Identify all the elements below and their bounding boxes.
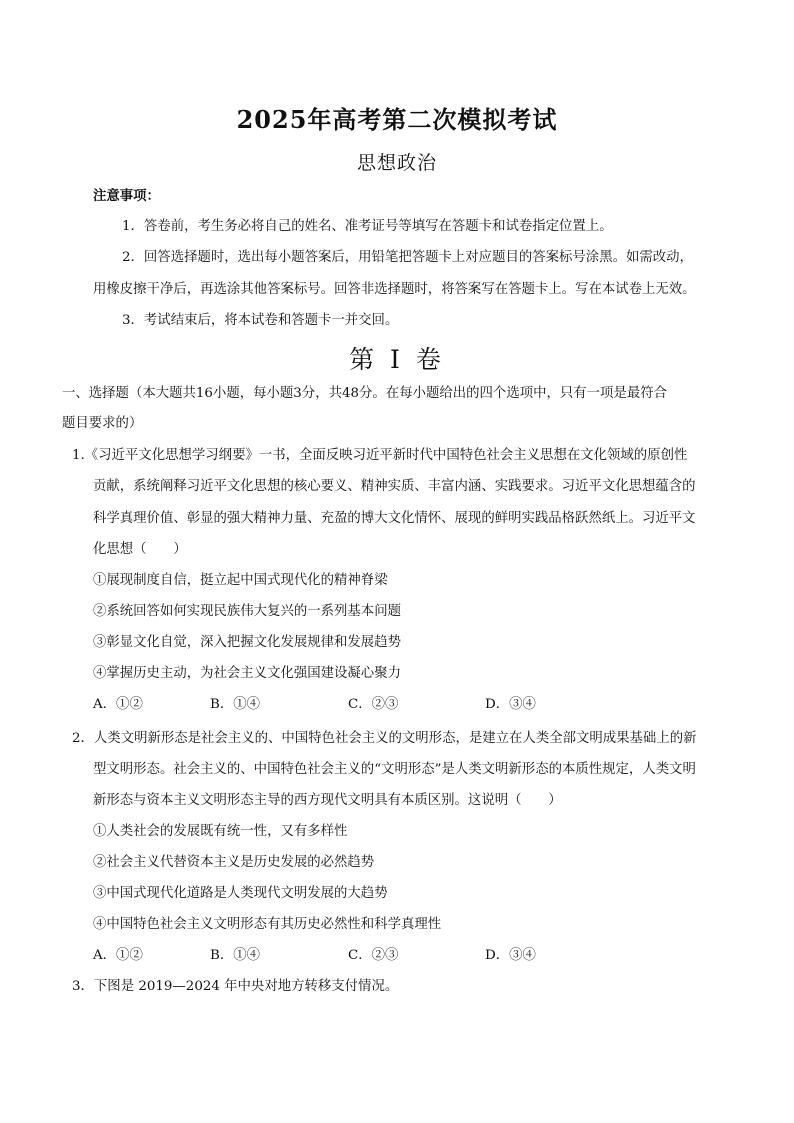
question-1-item: ①展现制度自信，挺立起中国式现代化的精神脊梁 xyxy=(93,573,388,588)
question-1-item: ②系统回答如何实现民族伟大复兴的一系列基本问题 xyxy=(93,604,401,619)
option-c[interactable]: C．②③ xyxy=(348,948,399,963)
option-d[interactable]: D．③④ xyxy=(485,697,536,712)
question-1-item: ③彰显文化自觉，深入把握文化发展规律和发展趋势 xyxy=(93,635,401,650)
question-1-item: ④掌握历史主动，为社会主义文化强国建设凝心聚力 xyxy=(93,666,401,681)
question-2-stem: 新形态与资本主义文明形态主导的西方现代文明具有本质区别。这说明（ ） xyxy=(93,793,562,808)
notice-line: 3．考试结束后，将本试卷和答题卡一并交回。 xyxy=(122,313,399,328)
option-a[interactable]: A．①② xyxy=(93,697,143,712)
section-intro-line: 题目要求的） xyxy=(62,416,143,431)
exam-title: 2025年高考第二次模拟考试 xyxy=(236,105,558,134)
subject-title: 思想政治 xyxy=(356,152,437,174)
notice-line: 1．答卷前，考生务必将自己的姓名、准考证号等填写在答题卡和试卷指定位置上。 xyxy=(122,219,613,234)
question-2-item: ④中国特色社会主义文明形态有其历史必然性和科学真理性 xyxy=(93,917,442,932)
question-2-item: ①人类社会的发展既有统一性，又有多样性 xyxy=(93,824,348,839)
option-b[interactable]: B．①④ xyxy=(210,697,261,712)
option-c[interactable]: C．②③ xyxy=(348,697,399,712)
notice-line: 2．回答选择题时，选出每小题答案后，用铅笔把答题卡上对应题目的答案标号涂黑。如需改动， xyxy=(122,250,693,265)
question-2-item: ②社会主义代替资本主义是历史发展的必然趋势 xyxy=(93,855,375,870)
option-d[interactable]: D．③④ xyxy=(485,948,536,963)
question-2-stem: 2．人类文明新形态是社会主义的、中国特色社会主义的文明形态，是建立在人类全部文明成果基础上的新 xyxy=(72,731,697,746)
question-1-stem: 贡献，系统阐释习近平文化思想的核心要义、精神实质、丰富内涵、实践要求。习近平文化思想蕴含的 xyxy=(93,479,696,494)
question-3-stem: 3．下图是 2019—2024 年中央对地方转移支付情况。 xyxy=(72,979,399,994)
question-1-stem: 化思想（ ） xyxy=(93,542,187,557)
option-b[interactable]: B．①④ xyxy=(210,948,261,963)
question-2-item: ③中国式现代化道路是人类现代文明发展的大趋势 xyxy=(93,886,388,901)
notice-line: 用橡皮擦干净后，再选涂其他答案标号。回答非选择题时，将答案写在答题卡上。写在本试卷上无效。 xyxy=(93,282,696,297)
question-2-stem: 型文明形态。社会主义的、中国特色社会主义的“文明形态”是人类文明新形态的本质性规定，人类文明 xyxy=(93,762,696,777)
notice-heading: 注意事项： xyxy=(93,188,160,204)
question-1-stem: 科学真理价值、彰显的强大精神力量、充盈的博大文化情怀、展现的鲜明实践品格跃然纸上。习近平文 xyxy=(93,511,696,526)
section-intro-line: 一、选择题（本大题共16小题，每小题3分，共48分。在每小题给出的四个选项中，只有一项是最符合 xyxy=(62,386,668,401)
question-1-stem: 1.《习近平文化思想学习纲要》一书，全面反映习近平新时代中国特色社会主义思想在文化领域的原创性 xyxy=(72,448,688,463)
option-a[interactable]: A．①② xyxy=(93,948,143,963)
volume-title: 第 I 卷 xyxy=(349,345,445,374)
